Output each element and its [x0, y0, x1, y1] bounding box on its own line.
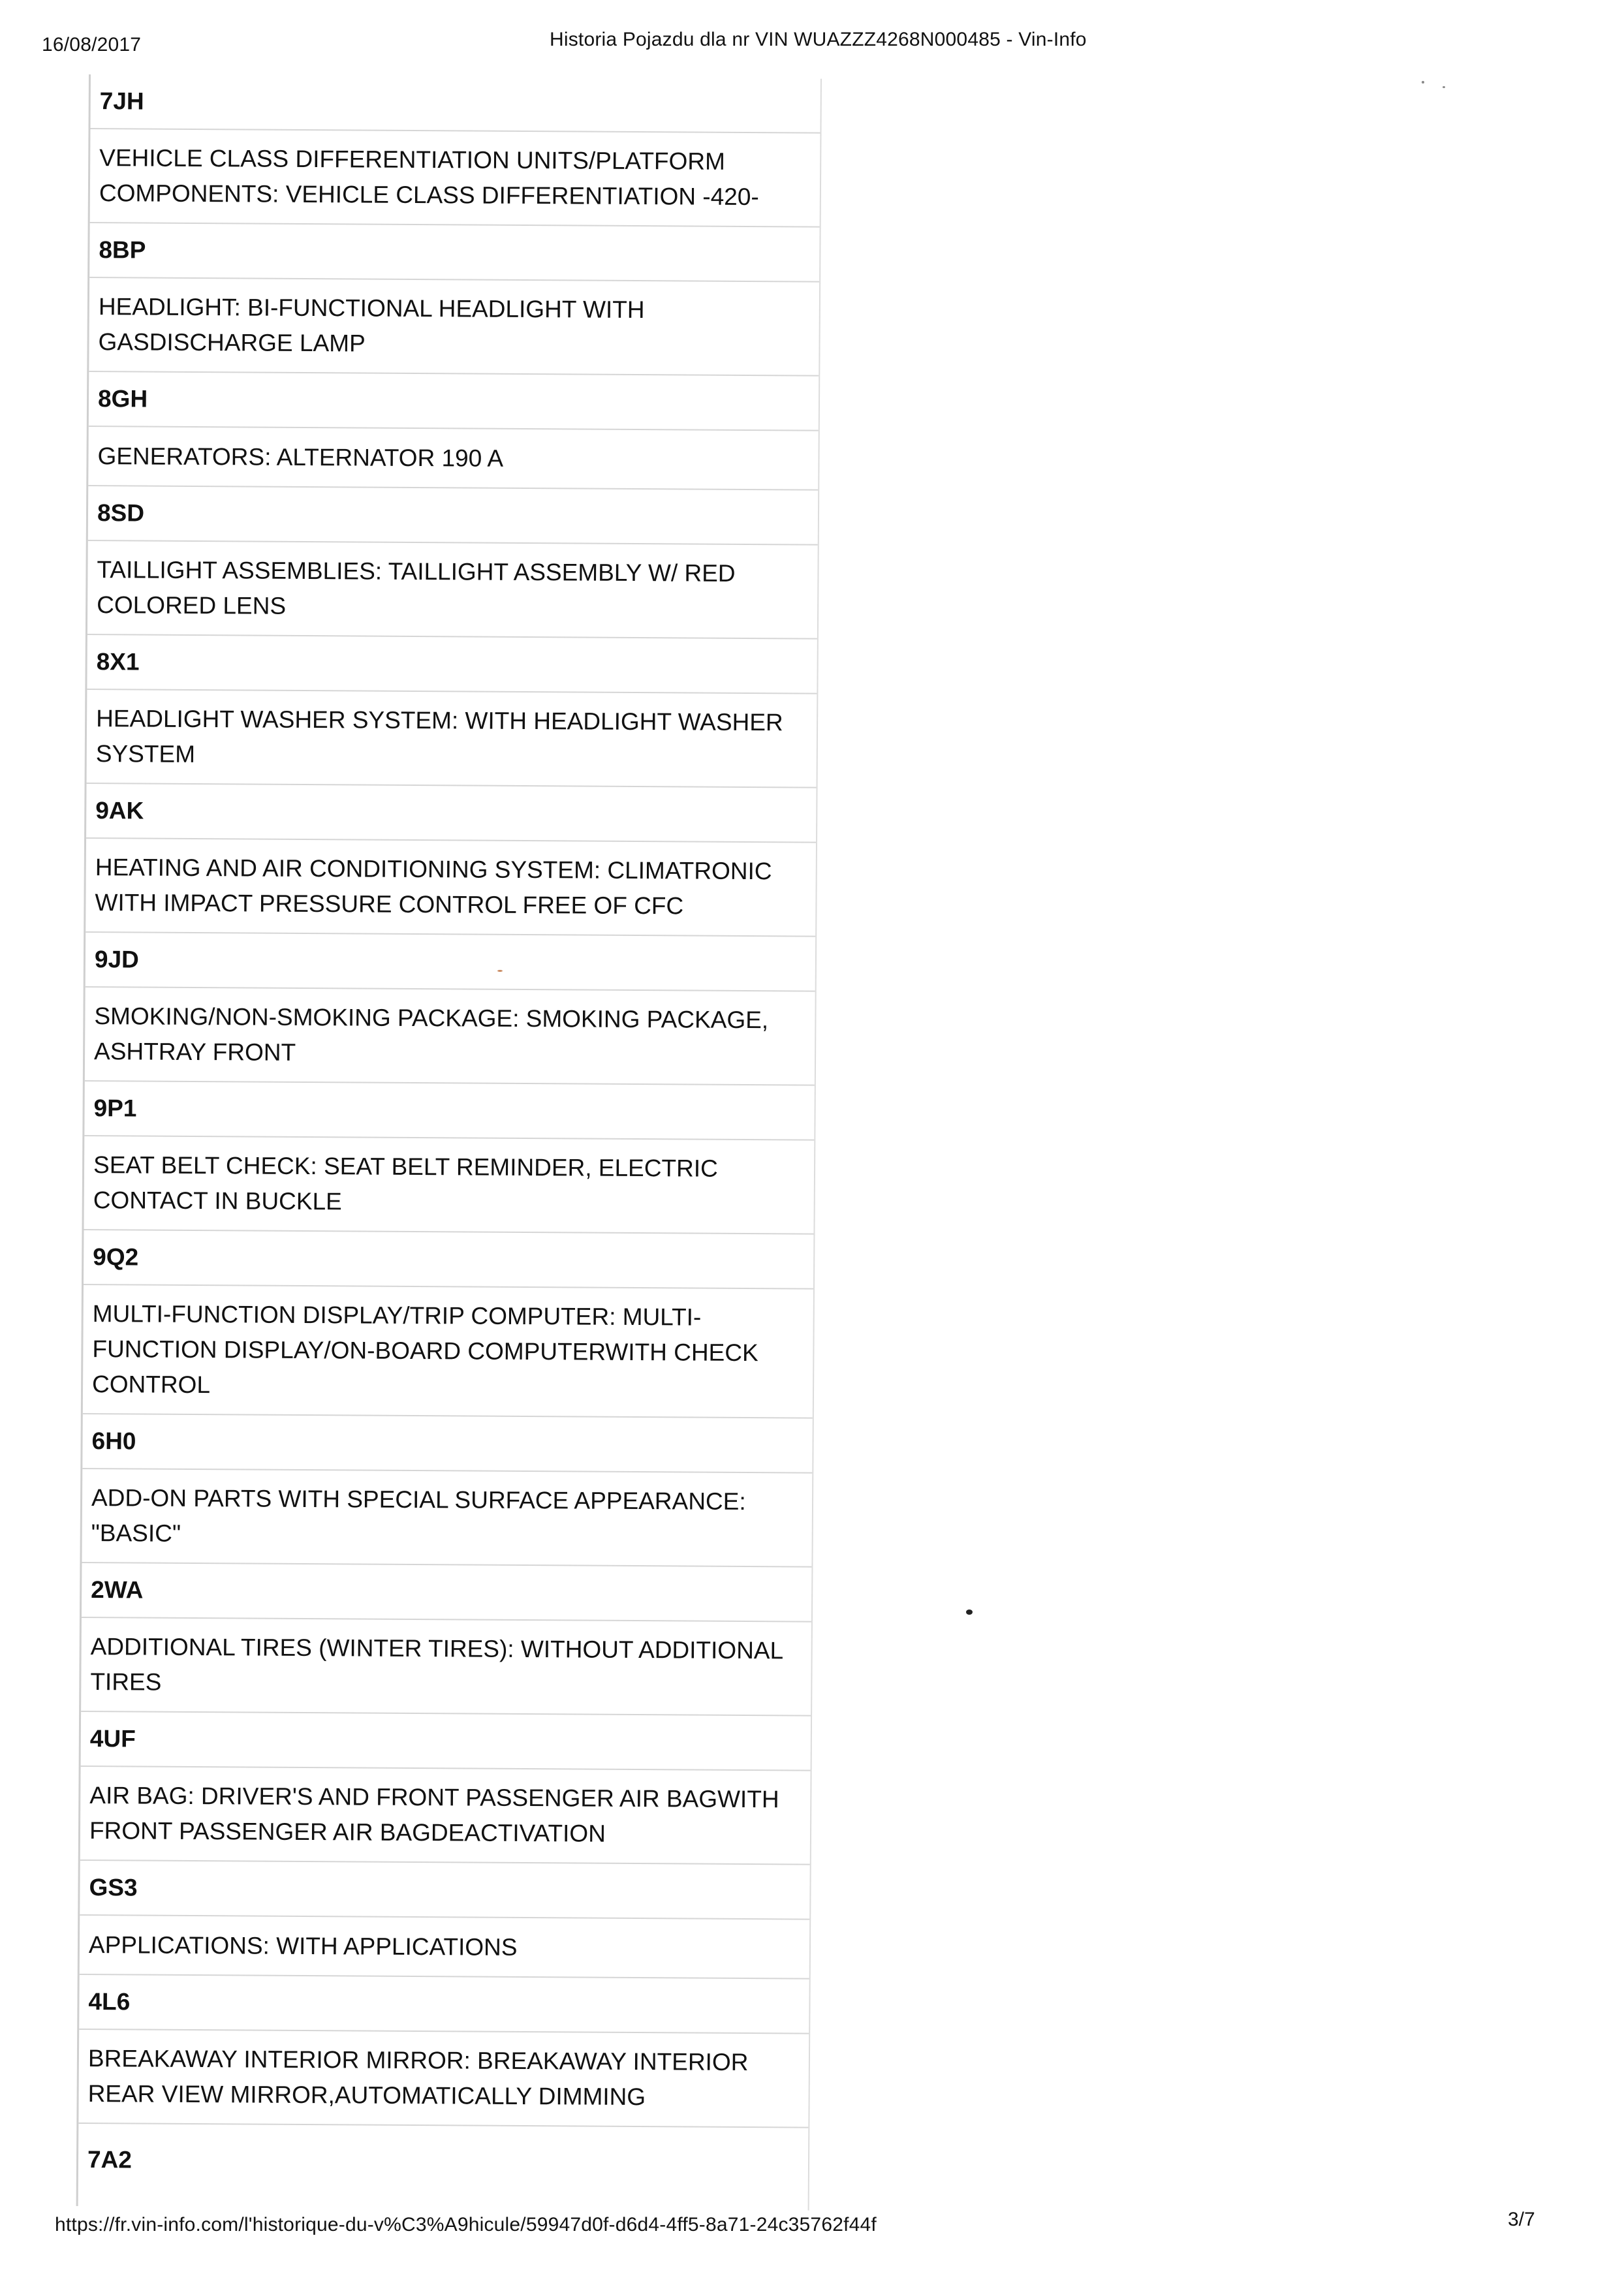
- option-code-cell: 4L6: [79, 1975, 809, 2034]
- option-code-cell: 9AK: [86, 784, 816, 843]
- option-code-cell: 4UF: [81, 1712, 811, 1771]
- option-description-cell: [90, 129, 820, 228]
- scan-speck: [1422, 81, 1424, 84]
- description-line: SMOKING/NON-SMOKING PACKAGE: SMOKING PACKAGE,: [94, 1003, 769, 1034]
- option-code-cell: 7JH: [91, 74, 820, 134]
- description-line: BREAKAWAY INTERIOR MIRROR: BREAKAWAY INTERIOR: [87, 2045, 749, 2076]
- option-code-cell: 8X1: [87, 635, 817, 694]
- option-description-cell: [81, 1618, 811, 1717]
- description-line: REAR VIEW MIRROR,AUTOMATICALLY DIMMING: [87, 2080, 646, 2111]
- option-code-cell: 9Q2: [84, 1230, 813, 1290]
- page-number: 3/7: [1508, 2209, 1535, 2230]
- option-code-cell: 7A2: [87, 2146, 133, 2173]
- option-code-cell: 8SD: [88, 486, 818, 546]
- option-description-cell: [78, 2030, 809, 2128]
- description-line: GENERATORS: ALTERNATOR 190 A: [97, 442, 504, 472]
- description-line: CONTACT IN BUCKLE: [93, 1187, 342, 1215]
- scan-speck: [966, 1610, 973, 1615]
- description-line: TAILLIGHT ASSEMBLIES: TAILLIGHT ASSEMBLY W/ RED: [97, 556, 736, 587]
- page-title: Historia Pojazdu dla nr VIN WUAZZZ4268N000485 - Vin-Info: [550, 29, 1087, 50]
- description-line: COLORED LENS: [97, 591, 287, 619]
- description-line: MULTI-FUNCTION DISPLAY/TRIP COMPUTER: MULTI-: [92, 1300, 702, 1331]
- option-description-cell: [84, 1136, 814, 1235]
- option-description-cell: [83, 1285, 813, 1419]
- description-line: HEADLIGHT WASHER SYSTEM: WITH HEADLIGHT WASHER: [96, 705, 783, 736]
- description-line: GASDISCHARGE LAMP: [98, 328, 366, 357]
- source-url: https://fr.vin-info.com/l'historique-du-v%C3%A9hicule/59947d0f-d6d4-4ff5-8a71-24c35762f44f: [55, 2214, 877, 2235]
- description-line: HEADLIGHT: BI-FUNCTIONAL HEADLIGHT WITH: [98, 293, 645, 324]
- description-line: HEATING AND AIR CONDITIONING SYSTEM: CLIMATRONIC: [95, 854, 772, 885]
- description-line: AIR BAG: DRIVER'S AND FRONT PASSENGER AIR BAGWITH: [89, 1782, 779, 1813]
- option-code-cell: 8BP: [89, 223, 819, 283]
- option-description-cell: [87, 541, 818, 640]
- option-description-cell: [86, 839, 816, 937]
- description-line: WITH IMPACT PRESSURE CONTROL FREE OF CFC: [95, 889, 684, 920]
- description-line: ASHTRAY FRONT: [93, 1038, 296, 1066]
- description-line: FRONT PASSENGER AIR BAGDEACTIVATION: [89, 1817, 606, 1847]
- option-code-cell: 2WA: [82, 1563, 811, 1623]
- option-code-cell: 8GH: [89, 372, 819, 431]
- equipment-options-table: [76, 74, 822, 2211]
- description-line: "BASIC": [91, 1519, 181, 1547]
- description-line: ADDITIONAL TIRES (WINTER TIRES): WITHOUT ADDITIONAL: [90, 1633, 784, 1664]
- option-description-cell: [82, 1469, 812, 1568]
- description-line: ADD-ON PARTS WITH SPECIAL SURFACE APPEARANCE:: [91, 1484, 746, 1516]
- scan-speck: [497, 970, 503, 972]
- option-description-cell: [80, 1767, 811, 1865]
- description-line: CONTROL: [91, 1371, 211, 1399]
- option-code-cell: 9JD: [86, 933, 815, 992]
- description-line: TIRES: [90, 1668, 162, 1696]
- description-line: SEAT BELT CHECK: SEAT BELT REMINDER, ELECTRIC: [93, 1151, 718, 1182]
- description-line: VEHICLE CLASS DIFFERENTIATION UNITS/PLATFORM: [99, 144, 726, 175]
- description-line: COMPONENTS: VEHICLE CLASS DIFFERENTIATION -420-: [99, 179, 759, 211]
- option-description-cell: [85, 988, 815, 1086]
- option-code-cell: 9P1: [84, 1081, 814, 1141]
- option-code-cell: 6H0: [82, 1414, 812, 1474]
- print-date: 16/08/2017: [42, 34, 142, 55]
- description-line: SYSTEM: [95, 740, 196, 768]
- scan-speck: [1443, 86, 1445, 88]
- description-line: FUNCTION DISPLAY/ON-BOARD COMPUTERWITH CHECK: [92, 1335, 758, 1367]
- option-description-cell: [89, 278, 819, 377]
- option-description-cell: [88, 427, 819, 491]
- option-code-cell: GS3: [80, 1861, 809, 1920]
- description-line: APPLICATIONS: WITH APPLICATIONS: [88, 1931, 518, 1961]
- option-description-cell: [87, 690, 817, 788]
- option-description-cell: [80, 1916, 810, 1980]
